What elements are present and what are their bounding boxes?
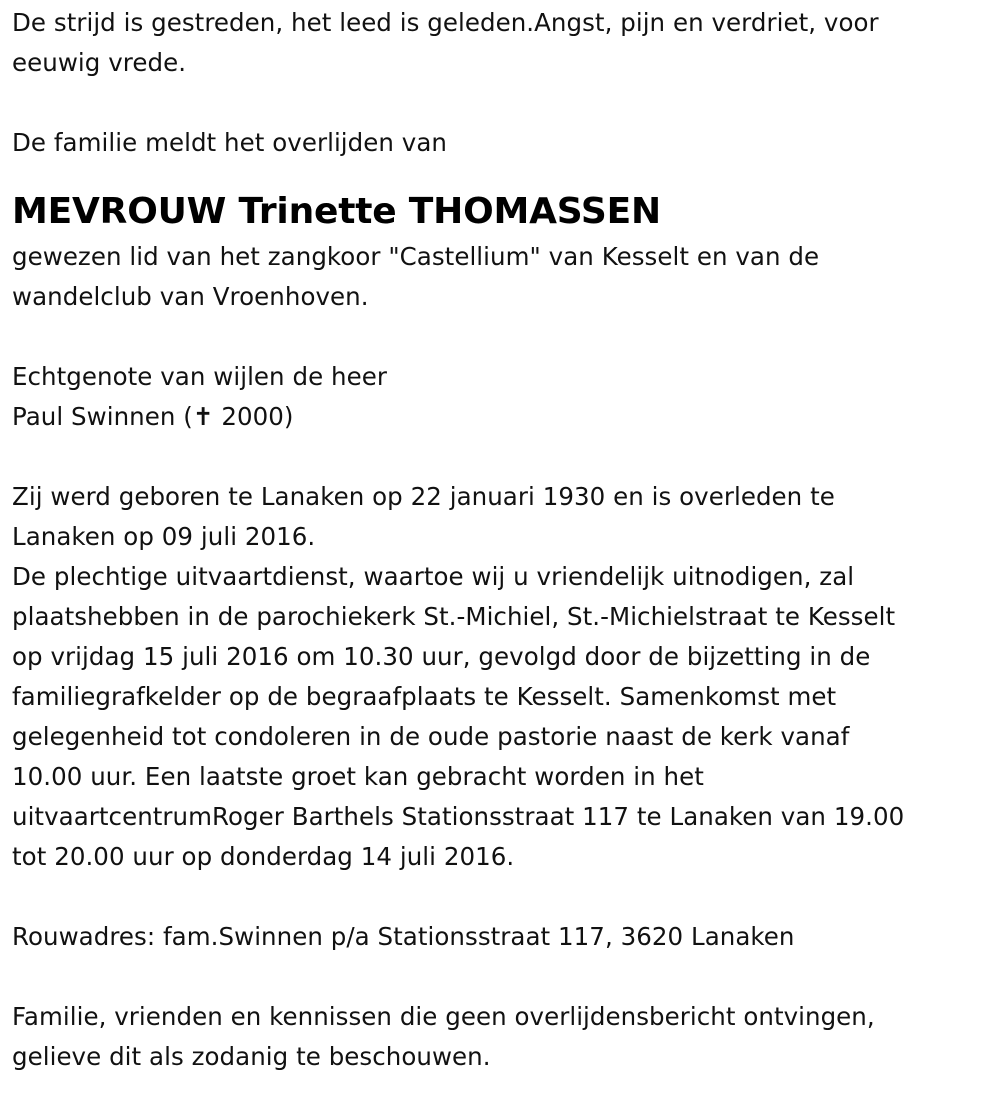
announcement [12, 123, 982, 163]
spacer [12, 957, 982, 997]
memberships-line: wandelclub van Vroenhoven. [12, 282, 369, 311]
funeral-details [12, 477, 982, 877]
memberships-line: gewezen lid van het zangkoor "Castellium" van Kesselt en van de [12, 242, 820, 271]
mourning-address [12, 917, 982, 957]
details-line: uitvaartcentrumRoger Barthels Stationsstraat 117 te Lanaken van 19.00 [12, 802, 905, 831]
memberships [12, 237, 982, 317]
spacer [12, 877, 982, 917]
details-line: gelegenheid tot condoleren in de oude pastorie naast de kerk vanaf [12, 722, 850, 751]
spouse-line: Paul Swinnen (✝ 2000) [12, 402, 294, 431]
details-line: Zij werd geboren te Lanaken op 22 januari 1930 en is overleden te [12, 482, 835, 511]
details-line: familiegrafkelder op de begraafplaats te Kesselt. Samenkomst met [12, 682, 837, 711]
spouse-line: Echtgenote van wijlen de heer [12, 362, 387, 391]
details-line: tot 20.00 uur op donderdag 14 juli 2016. [12, 842, 515, 871]
details-line: De plechtige uitvaartdienst, waartoe wij u vriendelijk uitnodigen, zal [12, 562, 855, 591]
closing-line: gelieve dit als zodanig te beschouwen. [12, 1042, 491, 1071]
spouse [12, 357, 982, 437]
spacer [12, 163, 982, 187]
details-line: Lanaken op 09 juli 2016. [12, 522, 316, 551]
announcement-text: De familie meldt het overlijden van [12, 128, 447, 157]
spacer [12, 317, 982, 357]
closing-note [12, 997, 982, 1077]
details-line: plaatshebben in de parochiekerk St.-Michiel, St.-Michielstraat te Kesselt [12, 602, 896, 631]
intro-poem [12, 3, 982, 83]
details-line: 10.00 uur. Een laatste groet kan gebracht worden in het [12, 762, 704, 791]
spacer [12, 437, 982, 477]
intro-poem-line: eeuwig vrede. [12, 48, 187, 77]
mourning-address-text: Rouwadres: fam.Swinnen p/a Stationsstraat 117, 3620 Lanaken [12, 922, 795, 951]
intro-poem-line: De strijd is gestreden, het leed is geleden.Angst, pijn en verdriet, voor [12, 8, 879, 37]
spacer [12, 83, 982, 123]
details-line: op vrijdag 15 juli 2016 om 10.30 uur, gevolgd door de bijzetting in de [12, 642, 871, 671]
closing-line: Familie, vrienden en kennissen die geen overlijdensbericht ontvingen, [12, 1002, 875, 1031]
deceased-name: MEVROUW Trinette THOMASSEN [12, 191, 661, 232]
